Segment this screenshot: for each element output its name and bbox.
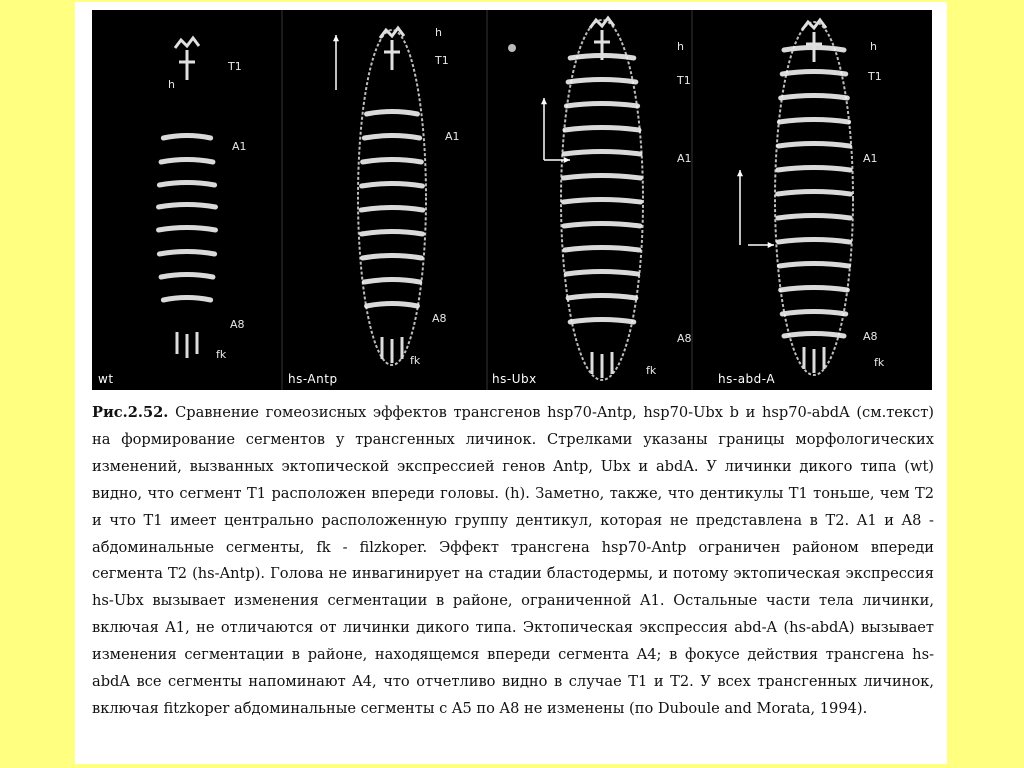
caption-lead: Рис.2.52. <box>92 404 169 421</box>
denticle-band <box>779 120 848 123</box>
denticle-band <box>778 192 851 195</box>
label-h: h <box>435 26 442 39</box>
denticle-band <box>159 228 216 231</box>
label-t1: T1 <box>677 74 691 87</box>
filzkoper <box>804 347 824 373</box>
label-t1: T1 <box>435 54 449 67</box>
label-h: h <box>677 40 684 53</box>
label-fk: fk <box>216 348 227 361</box>
denticle-band <box>564 200 641 203</box>
denticle-band <box>364 136 419 139</box>
denticle-band <box>362 184 423 187</box>
page <box>75 2 947 764</box>
larvae-figure <box>92 10 932 390</box>
denticle-band <box>778 216 850 219</box>
denticle-band <box>363 256 422 259</box>
denticle-band <box>566 104 637 107</box>
arrow-head <box>768 242 774 248</box>
denticle-band <box>564 224 640 227</box>
larva-outline <box>358 30 426 365</box>
denticle-band <box>781 96 848 99</box>
label-a1: A1 <box>445 130 460 143</box>
label-a1: A1 <box>232 140 247 153</box>
denticle-band <box>781 288 848 291</box>
denticle-band <box>566 272 637 275</box>
label-fk: fk <box>874 356 885 369</box>
label-a1: A1 <box>677 152 692 165</box>
arrow-head <box>541 98 547 104</box>
denticle-band <box>362 232 423 235</box>
denticle-band <box>163 298 210 301</box>
denticle-band <box>361 208 423 211</box>
label-fk: fk <box>410 354 421 367</box>
denticle-band <box>159 183 214 186</box>
denticle-band <box>163 136 210 139</box>
larvae-illustration <box>92 10 932 390</box>
label-h: h <box>168 78 175 91</box>
denticle-band <box>564 152 640 155</box>
figure-caption <box>92 400 934 723</box>
denticle-band <box>784 334 844 337</box>
speckle <box>508 44 516 52</box>
label-fk: fk <box>646 364 657 377</box>
label-a1: A1 <box>863 152 878 165</box>
filzkoper <box>382 337 402 363</box>
arrow-head <box>564 157 570 163</box>
label-a8: A8 <box>677 332 692 345</box>
denticle-band <box>565 128 639 131</box>
denticle-band <box>159 252 214 255</box>
label-h: h <box>870 40 877 53</box>
denticle-band <box>565 248 639 251</box>
label-t1: T1 <box>868 70 882 83</box>
denticle-band <box>363 160 422 163</box>
denticle-band <box>570 320 634 323</box>
arrow-head <box>333 35 339 41</box>
denticle-band <box>778 144 849 147</box>
denticle-band <box>778 168 850 171</box>
denticle-band <box>159 205 216 208</box>
panel-label-hs-abd-a: hs-abd-A <box>718 372 776 386</box>
label-a8: A8 <box>230 318 245 331</box>
label-a8: A8 <box>863 330 878 343</box>
denticle-band <box>568 296 636 299</box>
label-a8: A8 <box>432 312 447 325</box>
denticle-band <box>367 304 418 307</box>
denticle-band <box>782 72 846 75</box>
head-skeleton <box>175 38 199 80</box>
denticle-band <box>161 275 213 278</box>
denticle-band <box>568 80 636 83</box>
denticle-band <box>564 176 641 179</box>
denticle-band <box>364 280 419 283</box>
denticle-band <box>161 160 213 163</box>
filzkoper <box>592 352 612 378</box>
panel-label-hs-antp: hs-Antp <box>288 372 338 386</box>
denticle-band <box>779 264 848 267</box>
denticle-band <box>367 112 418 115</box>
denticle-band <box>782 312 846 315</box>
denticle-band <box>778 240 849 243</box>
caption-body: Сравнение гомеозисных эффектов трансгенов hsp70-Antp, hsp70-Ubx b и hsp70-abdA (см.текст) на формирование сегментов у трансгенных личинок. Стрелками указаны границы морфологических изменений, вызванных эктопической экспрессией генов Antp, Ubx и abdA. У личинки дикого типа (wt) видно, что сегмент T1 расположен впереди головы. (h). Заметно, также, что дентикулы T1 тоньше, чем T2 и что T1 имеет центрально расположенную группу дентикул, которая не представлена в T2. A1 и A8 - абдоминальные сегменты, fk - filzkoper. Эффект трансгена hsp70-Antp ограничен районом впереди сегмента T2 (hs-Antp). Голова не инвагинирует на стадии бластодермы, и потому эктопическая экспрессия hs-Ubx вызывает изменения сегментации в районе, ограниченной A1. Остальные части тела личинки, включая A1, не отличаются от личинки дикого типа. Эктопическая экспрессия abd-A (hs-abdA) вызывает изменения сегментации в районе, находящемся впереди сегмента A4; в фокусе действия трансгена hs-abdA все сегменты напоминают A4, что отчетливо видно в случае T1 и T2. У всех трансгенных личинок, включая fitzkoper абдоминальные сегменты с A5 по A8 не изменены (по Duboule and Morata, 1994). <box>92 404 935 717</box>
label-t1: T1 <box>228 60 242 73</box>
panel-label-wt: wt <box>98 372 114 386</box>
filzkoper <box>177 332 197 358</box>
arrow-head <box>737 170 743 176</box>
panel-label-hs-ubx: hs-Ubx <box>492 372 537 386</box>
